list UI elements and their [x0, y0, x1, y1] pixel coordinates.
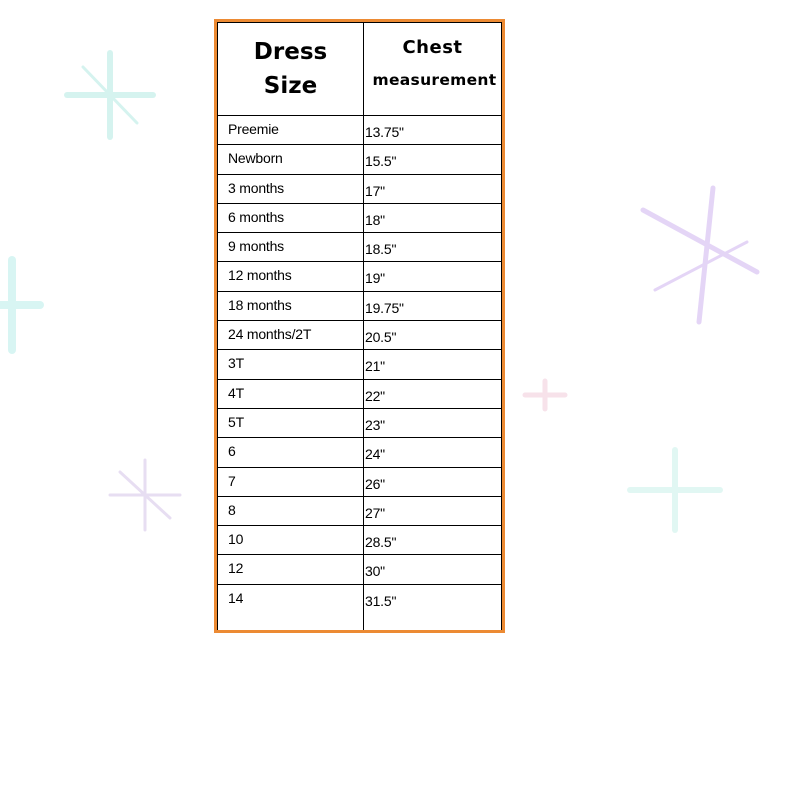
sparkle-icon [520, 375, 570, 415]
table-row [218, 526, 501, 555]
sparkle-icon [0, 250, 50, 360]
size-cell: 12 months [228, 267, 292, 284]
chest-cell: 24" [365, 446, 385, 463]
dress-size-header-line2: Size [263, 73, 318, 99]
sparkle-icon [100, 450, 190, 540]
chest-cell: 31.5" [365, 592, 397, 609]
table-body [218, 116, 501, 614]
chest-cell: 19" [365, 270, 385, 287]
size-cell: 9 months [228, 238, 284, 255]
chest-cell: 26" [365, 475, 385, 492]
chest-cell: 27" [365, 504, 385, 521]
size-cell: Preemie [228, 121, 279, 137]
table-row [218, 292, 501, 321]
chest-cell: 30" [365, 563, 385, 580]
chest-cell: 18.5" [365, 241, 397, 258]
size-cell: 6 [228, 443, 236, 460]
size-chart-table [214, 19, 505, 633]
chest-cell: 15.5" [365, 153, 397, 170]
size-cell: 18 months [228, 296, 292, 313]
table-row [218, 116, 501, 145]
table-row [218, 585, 501, 614]
size-cell: 24 months/2T [228, 326, 312, 343]
table-grid [217, 22, 502, 630]
size-cell: 12 [228, 560, 244, 577]
chest-header-line2: measurement [372, 71, 497, 89]
sparkle-icon [615, 440, 735, 540]
chest-header-line1: Chest [402, 37, 463, 58]
size-cell: 4T [228, 384, 244, 401]
sparkle-icon [635, 180, 765, 330]
chest-cell: 20.5" [365, 329, 397, 346]
size-cell: 8 [228, 501, 236, 518]
chest-cell: 13.75" [365, 124, 404, 140]
table-row [218, 438, 501, 467]
sparkle-icon [55, 45, 165, 145]
table-header [218, 23, 501, 116]
size-cell: 10 [228, 531, 244, 548]
table-row [218, 555, 501, 584]
chest-cell: 23" [365, 416, 385, 433]
table-row [218, 262, 501, 291]
size-cell: Newborn [228, 150, 283, 167]
size-cell: 3 months [228, 179, 284, 196]
chest-cell: 28.5" [365, 534, 397, 551]
dress-size-header-line1: Dress [253, 39, 328, 65]
chest-cell: 18" [365, 211, 385, 228]
table-row [218, 233, 501, 262]
size-cell: 5T [228, 413, 244, 430]
table-row [218, 321, 501, 350]
chest-cell: 22" [365, 387, 385, 404]
size-cell: 7 [228, 472, 236, 489]
table-row [218, 145, 501, 174]
table-row [218, 204, 501, 233]
chest-cell: 19.75" [365, 299, 404, 316]
table-row [218, 175, 501, 204]
dress-size-header [218, 23, 363, 115]
size-cell: 14 [228, 589, 244, 606]
size-cell: 6 months [228, 208, 284, 225]
table-row [218, 497, 501, 526]
table-row [218, 468, 501, 497]
chest-cell: 21" [365, 358, 385, 375]
table-row [218, 380, 501, 409]
table-row [218, 409, 501, 438]
chest-measurement-header [364, 23, 501, 115]
chest-cell: 17" [365, 182, 385, 199]
table-row [218, 350, 501, 379]
size-cell: 3T [228, 355, 244, 372]
